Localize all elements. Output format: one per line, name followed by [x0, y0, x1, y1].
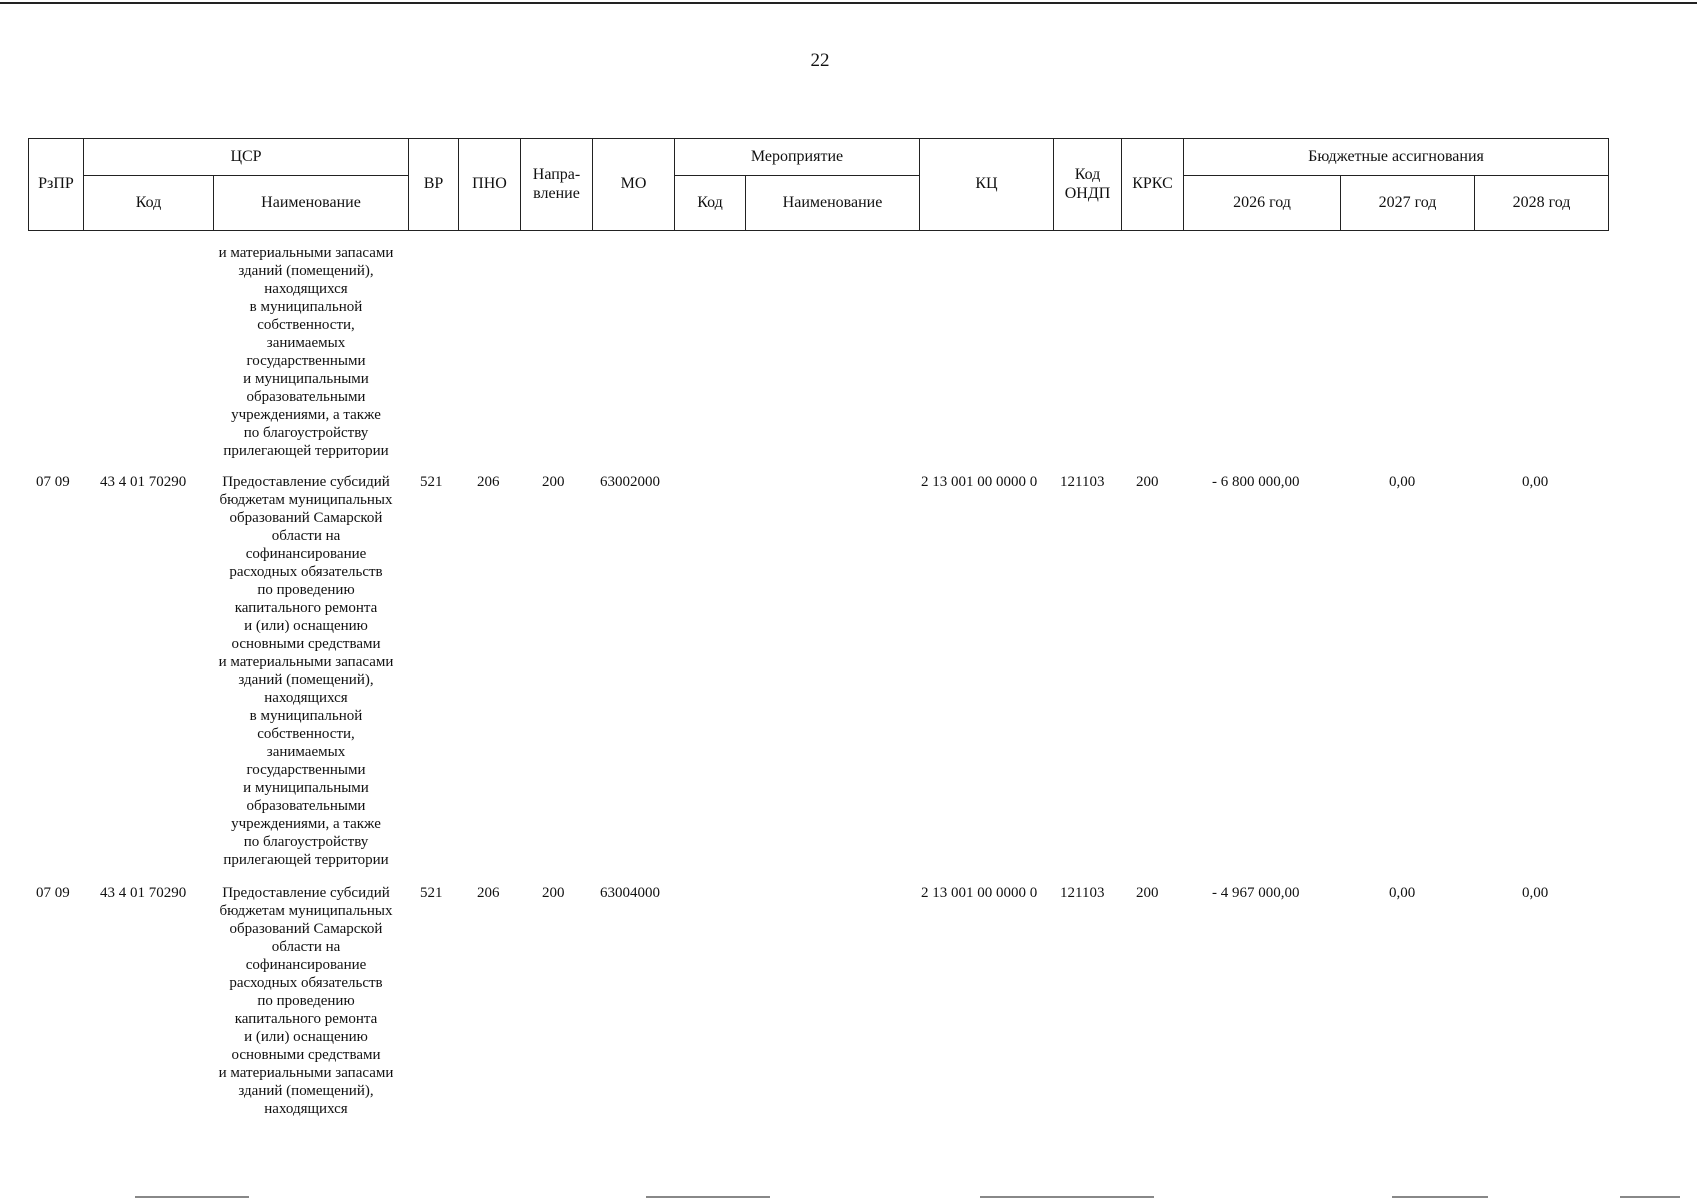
description-line: и материальными запасами: [218, 1065, 394, 1081]
description-line: софинансирование: [245, 546, 367, 562]
description-line: и материальными запасами: [218, 654, 394, 670]
header-direction: Напра- вление: [521, 139, 593, 231]
description-line: образований Самарской: [229, 510, 383, 526]
header-year-2028: 2028 год: [1475, 176, 1609, 231]
row-ondp: 121103: [1060, 474, 1105, 490]
description-line: по благоустройству: [243, 425, 369, 441]
page-number: 22: [810, 50, 830, 71]
row-budget-2027: 0,00: [1389, 885, 1416, 901]
row-kc: 2 13 001 00 0000 0: [921, 885, 1038, 901]
row-mo: 63004000: [600, 885, 660, 901]
description-line: учреждениями, а также: [231, 816, 381, 832]
description-line: в муниципальной: [249, 299, 363, 315]
description-line: капитального ремонта: [234, 1011, 378, 1027]
description-line: бюджетам муниципальных: [219, 903, 393, 919]
description-line: по проведению: [257, 582, 355, 598]
header-mo: МО: [593, 139, 675, 231]
description-line: учреждениями, а также: [231, 407, 381, 423]
header-event-code: Код: [675, 176, 746, 231]
row-direction: 200: [542, 474, 565, 490]
description-line: находящихся: [264, 281, 348, 297]
description-line: занимаемых: [266, 744, 346, 760]
row-csr-name: [208, 884, 404, 1118]
row-budget-2028: 0,00: [1522, 885, 1549, 901]
description-line: бюджетам муниципальных: [219, 492, 393, 508]
description-line: основными средствами: [231, 1047, 381, 1063]
header-csr-code: Код: [84, 176, 214, 231]
description-line: образований Самарской: [229, 921, 383, 937]
row-kc: 2 13 001 00 0000 0: [921, 474, 1038, 490]
row-ondp: 121103: [1060, 885, 1105, 901]
description-line: капитального ремонта: [234, 600, 378, 616]
description-line: государственными: [246, 353, 366, 369]
description-line: софинансирование: [245, 957, 367, 973]
description-line: зданий (помещений),: [238, 263, 374, 279]
description-line: в муниципальной: [249, 708, 363, 724]
description-line: расходных обязательств: [229, 564, 383, 580]
header-pno: ПНО: [459, 139, 521, 231]
description-line: и (или) оснащению: [244, 618, 368, 634]
row-krks: 200: [1136, 885, 1159, 901]
header-year-2027: 2027 год: [1341, 176, 1475, 231]
description-line: и материальными запасами: [218, 245, 394, 261]
description-line: прилегающей территории: [223, 443, 389, 459]
header-krks: КРКС: [1122, 139, 1184, 231]
header-budget-group: Бюджетные ассигнования: [1184, 139, 1609, 176]
description-line: государственными: [246, 762, 366, 778]
header-event-group: Мероприятие: [675, 139, 920, 176]
header-ondp: Код ОНДП: [1054, 139, 1122, 231]
description-line: области на: [271, 528, 341, 544]
description-line: расходных обязательств: [229, 975, 383, 991]
row-vr: 521: [420, 885, 443, 901]
description-line: прилегающей территории: [223, 852, 389, 868]
description-line: собственности,: [257, 726, 355, 742]
description-line: Предоставление субсидий: [222, 885, 390, 901]
description-line: основными средствами: [231, 636, 381, 652]
row-rzpr: 07 09: [36, 885, 70, 901]
row-csr-code: 43 4 01 70290: [100, 474, 187, 490]
description-line: занимаемых: [266, 335, 346, 351]
description-line: образовательными: [246, 798, 366, 814]
row-budget-2026: - 6 800 000,00: [1212, 474, 1300, 490]
row-vr: 521: [420, 474, 443, 490]
top-rule: [0, 2, 1697, 4]
header-csr-name: Наименование: [214, 176, 409, 231]
header-event-name: Наименование: [746, 176, 920, 231]
description-line: зданий (помещений),: [238, 1083, 374, 1099]
row-mo: 63002000: [600, 474, 660, 490]
description-line: и муниципальными: [243, 371, 369, 387]
row-pno: 206: [477, 885, 500, 901]
header-csr-group: ЦСР: [84, 139, 409, 176]
description-line: по благоустройству: [243, 834, 369, 850]
row-csr-name: [208, 473, 404, 869]
description-line: Предоставление субсидий: [222, 474, 390, 490]
description-line: образовательными: [246, 389, 366, 405]
row-krks: 200: [1136, 474, 1159, 490]
row-direction: 200: [542, 885, 565, 901]
row-pno: 206: [477, 474, 500, 490]
description-line: находящихся: [264, 690, 348, 706]
description-line: зданий (помещений),: [238, 672, 374, 688]
footer-scan-marks: [0, 1196, 1697, 1198]
row-budget-2026: - 4 967 000,00: [1212, 885, 1300, 901]
row-rzpr: 07 09: [36, 474, 70, 490]
description-line: области на: [271, 939, 341, 955]
row-budget-2027: 0,00: [1389, 474, 1416, 490]
description-line: и муниципальными: [243, 780, 369, 796]
continuation-description: [208, 244, 404, 460]
header-year-2026: 2026 год: [1184, 176, 1341, 231]
table-header: [28, 138, 1609, 231]
header-rzpr: РзПР: [29, 139, 84, 231]
description-line: и (или) оснащению: [244, 1029, 368, 1045]
description-line: по проведению: [257, 993, 355, 1009]
header-kc: КЦ: [920, 139, 1054, 231]
description-line: находящихся: [264, 1101, 348, 1117]
description-line: собственности,: [257, 317, 355, 333]
row-budget-2028: 0,00: [1522, 474, 1549, 490]
row-csr-code: 43 4 01 70290: [100, 885, 187, 901]
header-vr: ВР: [409, 139, 459, 231]
